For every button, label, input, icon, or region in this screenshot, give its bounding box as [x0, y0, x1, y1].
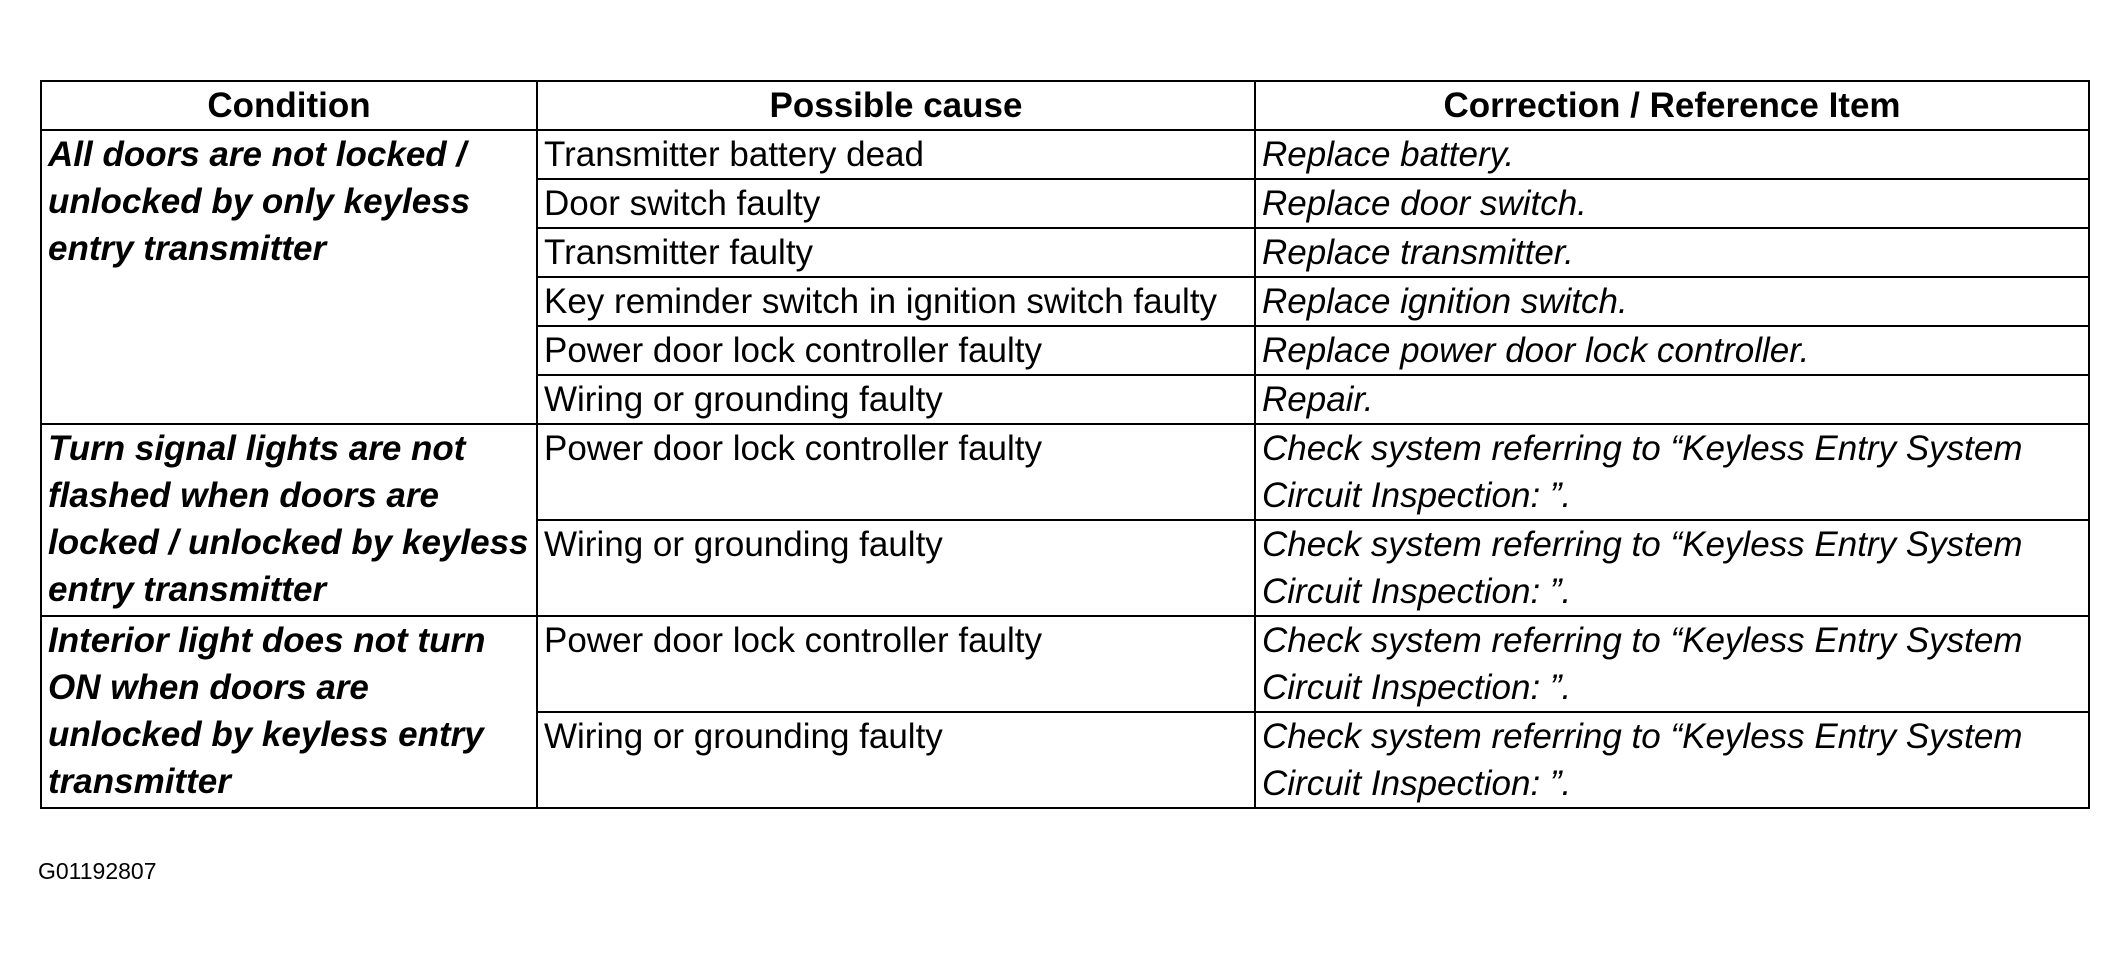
- correction-cell: Repair.: [1255, 375, 2089, 424]
- correction-cell: Replace transmitter.: [1255, 228, 2089, 277]
- condition-cell: Turn signal lights are not flashed when doors are locked / unlocked by keyless entry transmitter: [41, 424, 537, 616]
- cause-cell: Wiring or grounding faulty: [537, 712, 1255, 808]
- cause-cell: Transmitter battery dead: [537, 130, 1255, 179]
- cause-cell: Key reminder switch in ignition switch faulty: [537, 277, 1255, 326]
- correction-cell: Check system referring to “Keyless Entry System Circuit Inspection: ”.: [1255, 520, 2089, 616]
- condition-cell: All doors are not locked / unlocked by only keyless entry transmitter: [41, 130, 537, 424]
- cause-cell: Door switch faulty: [537, 179, 1255, 228]
- table-row: [41, 130, 2089, 179]
- figure-id-label: G01192807: [38, 858, 157, 884]
- table-row: [41, 424, 2089, 520]
- correction-cell: Replace ignition switch.: [1255, 277, 2089, 326]
- header-condition: Condition: [41, 81, 537, 130]
- table-header-row: [41, 81, 2089, 130]
- condition-cell: Interior light does not turn ON when doors are unlocked by keyless entry transmitter: [41, 616, 537, 808]
- table-row: [41, 616, 2089, 712]
- header-correction: Correction / Reference Item: [1255, 81, 2089, 130]
- cause-cell: Transmitter faulty: [537, 228, 1255, 277]
- correction-cell: Replace door switch.: [1255, 179, 2089, 228]
- cause-cell: Power door lock controller faulty: [537, 326, 1255, 375]
- correction-cell: Check system referring to “Keyless Entry System Circuit Inspection: ”.: [1255, 712, 2089, 808]
- header-possible-cause: Possible cause: [537, 81, 1255, 130]
- correction-cell: Check system referring to “Keyless Entry System Circuit Inspection: ”.: [1255, 616, 2089, 712]
- diagnosis-table-container: [40, 80, 2088, 809]
- correction-cell: Replace power door lock controller.: [1255, 326, 2089, 375]
- cause-cell: Wiring or grounding faulty: [537, 375, 1255, 424]
- cause-cell: Power door lock controller faulty: [537, 616, 1255, 712]
- cause-cell: Power door lock controller faulty: [537, 424, 1255, 520]
- diagnosis-table: [40, 80, 2090, 809]
- cause-cell: Wiring or grounding faulty: [537, 520, 1255, 616]
- correction-cell: Check system referring to “Keyless Entry System Circuit Inspection: ”.: [1255, 424, 2089, 520]
- correction-cell: Replace battery.: [1255, 130, 2089, 179]
